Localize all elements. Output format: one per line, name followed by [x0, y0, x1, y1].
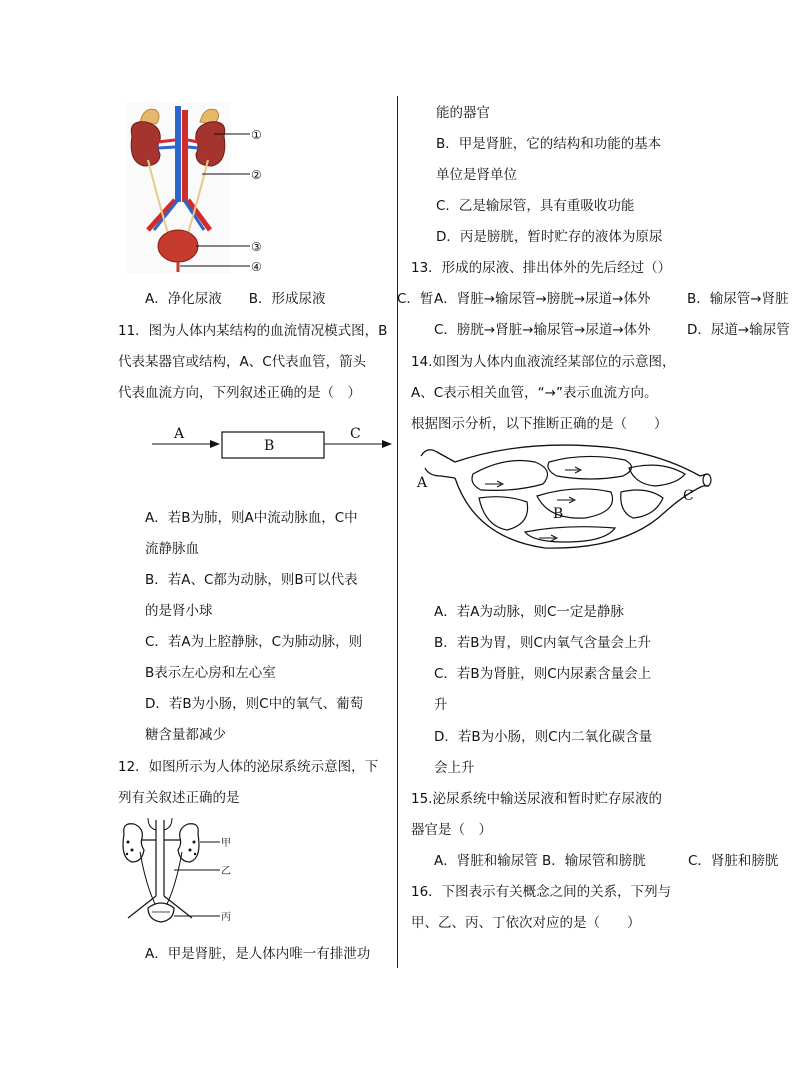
- q15-stem-line-1: 15.泌尿系统中输送尿液和暂时贮存尿液的: [411, 791, 662, 807]
- column-divider: [397, 96, 398, 968]
- q14-stem-line-2: A、C表示相关血管，“→”表示血流方向。: [411, 385, 658, 401]
- q11-option-d-line-2: 糖含量都减少: [145, 727, 226, 743]
- q14-option-c-line-2: 升: [434, 697, 448, 713]
- q12-option-a-line-2: 能的器官: [436, 105, 490, 121]
- jia-label: 甲: [221, 838, 231, 849]
- q11-stem-line-2: 代表某器官或结构，A、C代表血管，箭头: [118, 354, 367, 370]
- q11-option-a-line-2: 流静脉血: [145, 541, 199, 557]
- q14-option-b: B．若B为胃，则C内氧气含量会上升: [434, 635, 651, 651]
- q11-option-c-line-2: B表示左心房和左心室: [145, 665, 276, 681]
- q14-option-c-line-1: C．若B为肾脏，则C内尿素含量会上: [434, 666, 652, 682]
- blood-flow-model-figure: [150, 424, 400, 464]
- q12-stem-line-1: 12．如图所示为人体的泌尿系统示意图，下: [118, 759, 379, 775]
- vessel-c-label: C: [350, 426, 361, 442]
- q12-option-a-line-1: A．甲是肾脏，是人体内唯一有排泄功: [145, 946, 371, 962]
- vessel-c-label: C: [683, 488, 694, 504]
- q13-option-b: B．输尿管→肾脏: [687, 291, 789, 307]
- q11-option-a-line-1: A．若B为肺，则A中流动脉血，C中: [145, 510, 358, 526]
- q11-stem-line-1: 11．图为人体内某结构的血流情况模式图，B: [118, 323, 388, 339]
- q11-option-b-line-2: 的是肾小球: [145, 603, 213, 619]
- q12-stem-line-2: 列有关叙述正确的是: [118, 790, 240, 806]
- q12-option-b-line-1: B．甲是肾脏，它的结构和功能的基本: [436, 136, 662, 152]
- organ-b-label: B: [264, 438, 275, 454]
- capillary-network-figure: [415, 438, 715, 563]
- q14-option-d-line-2: 会上升: [434, 760, 475, 776]
- q15-options-ab: A．肾脏和输尿管 B．输尿管和膀胱: [434, 853, 646, 869]
- q10-options-ab: A．净化尿液 B．形成尿液: [145, 291, 326, 307]
- urinary-sketch-figure: [118, 816, 248, 926]
- q14-stem-line-3: 根据图示分析，以下推断正确的是（ ）: [411, 416, 668, 432]
- label-1: ①: [251, 128, 262, 142]
- q14-option-a: A．若A为动脉，则C一定是静脉: [434, 604, 624, 620]
- q11-option-c-line-1: C．若A为上腔静脉，C为肺动脉，则: [145, 634, 363, 650]
- q15-option-c: C．肾脏和膀胱: [688, 853, 779, 869]
- q13-option-c: C．膀胱→肾脏→输尿管→尿道→体外: [434, 322, 651, 338]
- q13-option-a: A．肾脏→输尿管→膀胱→尿道→体外: [434, 291, 651, 307]
- q11-option-d-line-1: D．若B为小肠，则C中的氧气、葡萄: [145, 696, 364, 712]
- q10-option-c-wrap: C．暂: [397, 291, 434, 307]
- q13-option-d: D．尿道→输尿管: [687, 322, 790, 338]
- vessel-a-label: A: [174, 426, 185, 442]
- bing-label: 丙: [221, 912, 231, 923]
- organ-b-label: B: [553, 506, 564, 522]
- q12-option-d: D．丙是膀胱，暂时贮存的液体为原尿: [436, 229, 663, 245]
- q11-stem-line-3: 代表血流方向，下列叙述正确的是（ ）: [118, 385, 361, 401]
- vessel-a-label: A: [417, 475, 428, 491]
- q15-stem-line-2: 器官是（ ）: [411, 822, 492, 838]
- label-3: ③: [251, 240, 262, 254]
- label-4: ④: [251, 260, 262, 274]
- urinary-system-figure: [118, 100, 278, 280]
- q16-stem-line-2: 甲、乙、丙、丁依次对应的是（ ）: [411, 915, 641, 931]
- q12-option-c: C．乙是输尿管，具有重吸收功能: [436, 198, 635, 214]
- yi-label: 乙: [221, 866, 231, 877]
- q11-option-b-line-1: B．若A、C都为动脉，则B可以代表: [145, 572, 358, 588]
- q14-stem-line-1: 14.如图为人体内血液流经某部位的示意图，: [411, 354, 676, 370]
- q16-stem-line-1: 16．下图表示有关概念之间的关系，下列与: [411, 884, 672, 900]
- q12-option-b-line-2: 单位是肾单位: [436, 167, 517, 183]
- q14-option-d-line-1: D．若B为小肠，则C内二氧化碳含量: [434, 729, 653, 745]
- q13-stem: 13．形成的尿液、排出体外的先后经过（）: [411, 260, 672, 276]
- label-2: ②: [251, 168, 262, 182]
